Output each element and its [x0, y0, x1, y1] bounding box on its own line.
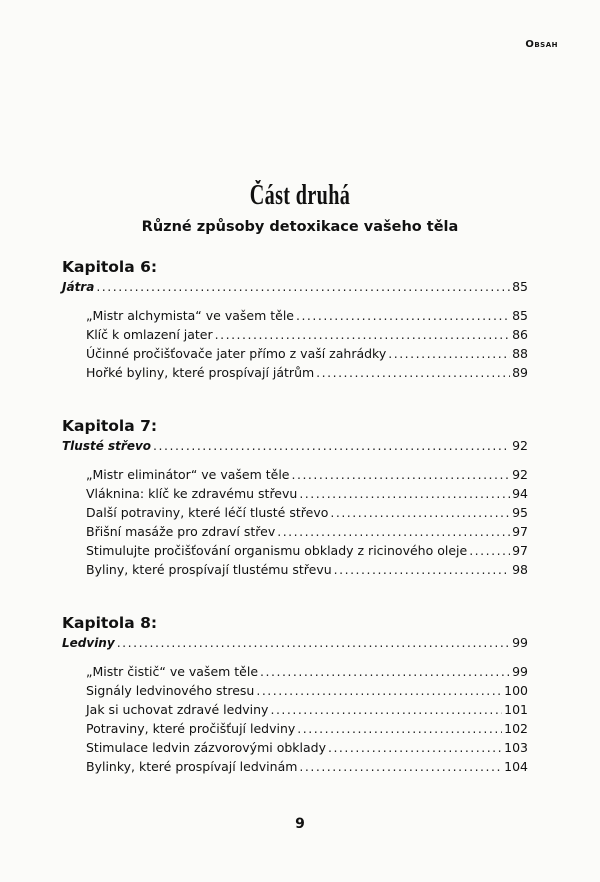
toc-subentries [86, 306, 528, 382]
entry-page: 103 [504, 740, 528, 755]
part-subtitle: Různé způsoby detoxikace vašeho těla [141, 219, 459, 235]
toc-entry[interactable] [86, 344, 528, 363]
dot-leader [328, 738, 502, 757]
dot-leader [316, 363, 510, 382]
entry-title: Játra [62, 280, 95, 294]
chapter-7 [62, 416, 528, 579]
chapter-label: Kapitola 7: [62, 417, 158, 435]
entry-page: 99 [512, 664, 528, 679]
entry-title: Stimulujte pročišťování organismu obklady z ricinového oleje [86, 543, 468, 558]
toc-entry[interactable] [86, 738, 528, 757]
entry-page: 95 [512, 505, 528, 520]
toc-entry[interactable] [86, 560, 528, 579]
toc-entry[interactable] [86, 306, 528, 325]
entry-title: Břišní masáže pro zdraví střev [86, 524, 276, 539]
dot-leader [256, 681, 502, 700]
dot-leader [330, 503, 510, 522]
entry-title: Ledviny [62, 636, 115, 650]
toc-entry[interactable] [86, 719, 528, 738]
entry-page: 99 [512, 635, 528, 650]
entry-page: 86 [512, 327, 528, 342]
toc-entry-chapter[interactable] [62, 436, 528, 455]
dot-leader [270, 700, 502, 719]
entry-page: 85 [512, 308, 528, 323]
entry-page: 92 [512, 467, 528, 482]
entry-page: 85 [512, 279, 528, 294]
toc-entry[interactable] [86, 484, 528, 503]
toc-entry-chapter[interactable] [62, 633, 528, 652]
toc-entry[interactable] [86, 363, 528, 382]
running-header: Obsah [525, 39, 558, 50]
page-number: 9 [295, 816, 305, 832]
toc-entry-chapter[interactable] [62, 277, 528, 296]
toc-entry[interactable] [86, 662, 528, 681]
entry-page: 101 [504, 702, 528, 717]
entry-title: Jak si uchovat zdravé ledviny [86, 702, 269, 717]
chapter-label: Kapitola 6: [62, 258, 158, 276]
chapter-label: Kapitola 8: [62, 614, 158, 632]
dot-leader [117, 633, 510, 652]
chapter-8 [62, 613, 528, 776]
entry-page: 94 [512, 486, 528, 501]
entry-title: Byliny, které prospívají tlustému střevu [86, 562, 332, 577]
part-title: Část druhá [249, 180, 351, 211]
dot-leader [388, 344, 510, 363]
entry-title: „Mistr alchymista“ ve vašem těle [86, 308, 294, 323]
entry-title: Klíč k omlazení jater [86, 327, 213, 342]
dot-leader [260, 662, 510, 681]
entry-title: Stimulace ledvin zázvorovými obklady [86, 740, 326, 755]
entry-title: Potraviny, které pročišťují ledviny [86, 721, 296, 736]
entry-page: 92 [512, 438, 528, 453]
toc-subentries [86, 662, 528, 776]
dot-leader [96, 277, 510, 296]
toc-entry[interactable] [86, 700, 528, 719]
dot-leader [297, 719, 502, 738]
dot-leader [334, 560, 510, 579]
entry-page: 89 [512, 365, 528, 380]
dot-leader [277, 522, 510, 541]
dot-leader [299, 484, 510, 503]
dot-leader [292, 465, 511, 484]
entry-page: 100 [504, 683, 528, 698]
entry-page: 98 [512, 562, 528, 577]
entry-title: Tlusté střevo [62, 439, 152, 453]
entry-page: 97 [512, 524, 528, 539]
toc-subentries [86, 465, 528, 579]
toc-entry[interactable] [86, 757, 528, 776]
entry-title: „Mistr eliminátor“ ve vašem těle [86, 467, 290, 482]
entry-title: Bylinky, které prospívají ledvinám [86, 759, 298, 774]
entry-title: Účinné pročišťovače jater přímo z vaší zahrádky [86, 346, 387, 361]
entry-title: Další potraviny, které léčí tlusté střevo [86, 505, 329, 520]
entry-title: Signály ledvinového stresu [86, 683, 255, 698]
dot-leader [153, 436, 510, 455]
dot-leader [215, 325, 510, 344]
entry-title: „Mistr čistič“ ve vašem těle [86, 664, 259, 679]
entry-title: Hořké byliny, které prospívají játrům [86, 365, 315, 380]
toc-entry[interactable] [86, 681, 528, 700]
dot-leader [296, 306, 510, 325]
entry-page: 88 [512, 346, 528, 361]
entry-page: 104 [504, 759, 528, 774]
entry-page: 102 [504, 721, 528, 736]
toc-entry[interactable] [86, 541, 528, 560]
entry-page: 97 [512, 543, 528, 558]
dot-leader [469, 541, 510, 560]
toc-entry[interactable] [86, 325, 528, 344]
chapter-6 [62, 257, 528, 382]
dot-leader [299, 757, 502, 776]
toc-entry[interactable] [86, 465, 528, 484]
entry-title: Vláknina: klíč ke zdravému střevu [86, 486, 298, 501]
toc-entry[interactable] [86, 503, 528, 522]
toc-entry[interactable] [86, 522, 528, 541]
